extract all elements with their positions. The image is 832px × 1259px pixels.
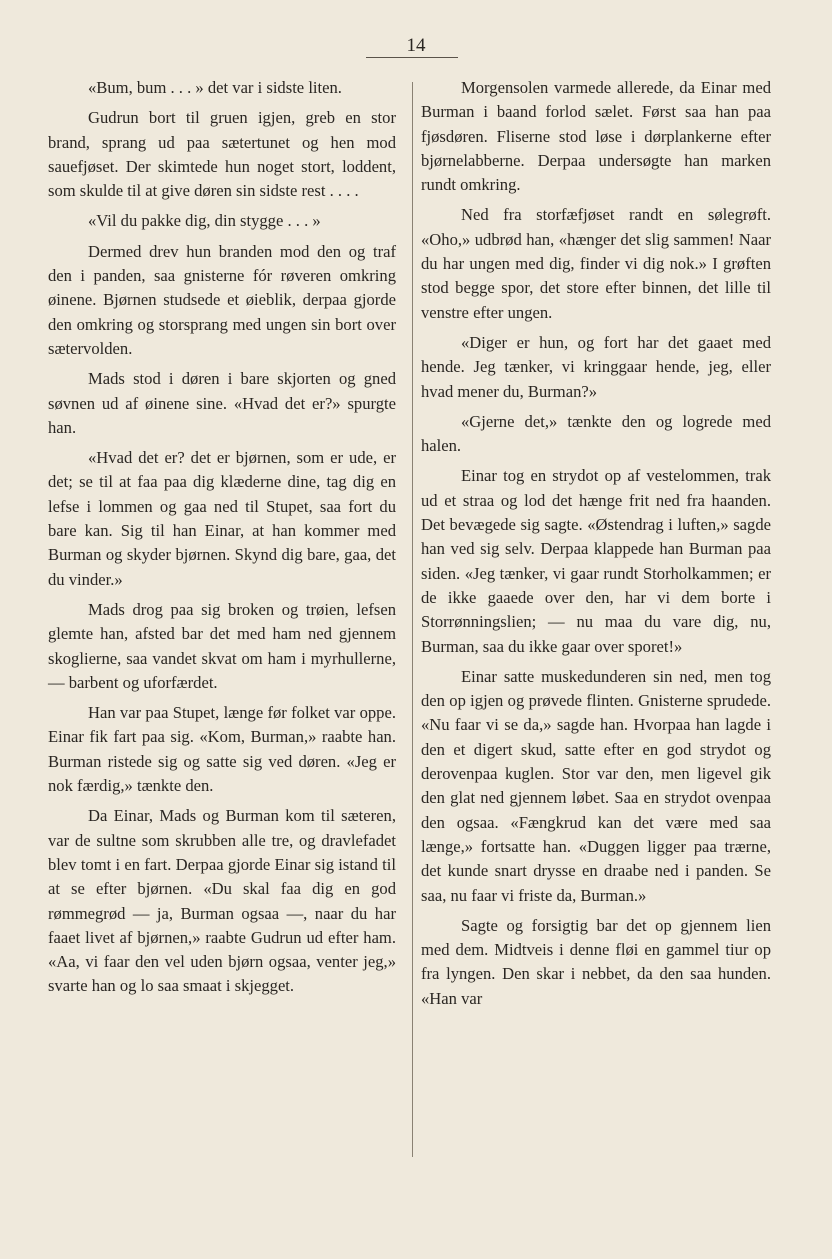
paragraph: Mads stod i døren i bare skjorten og gned søvnen ud af øinene sine. «Hvad det er?» spurgte han. [48,369,396,437]
paragraph: Morgensolen varmede allerede, da Einar med Burman i baand forlod sælet. Først saa han paa fjøsdøren. Fliserne stod løse i dørplankerne efter bjørnelabberne. Derpaa undersøgte han marken rundt omkring. [421,78,771,195]
header-rule [366,57,458,58]
paragraph: Gudrun bort til gruen igjen, greb en stor brand, sprang ud paa sætertunet og hen mod sauefjøset. Der skimtede hun noget stort, loddent, som skulde til at give døren sin sidste rest . . . . [48,108,396,201]
paragraph: Einar satte muskedunderen sin ned, men tog den op igjen og prøvede flinten. Gnisterne sprudede. «Nu faar vi se da,» sagde han. Hvorpaa han lagde i den et digert skud, satte efter en god strydot og derovenpaa kuglen. Stor var den, men ligevel gik den glat ned gjennem løbet. Saa en strydot ovenpaa den ogsaa. «Fængkrud kan det være med saa længe,» fortsatte han. «Duggen ligger paa trærne, det kunde snart drysse en draabe ned i panden. Se saa, nu faar vi friste da, Burman.» [421,666,771,905]
paragraph: Einar tog en strydot op af vestelommen, trak ud et straa og lod det hænge frit ned fra haanden. Det bevægede sig sagte. «Østendrag i luften,» sagde han ved sig selv. Derpaa klappede han Burman paa siden. «Jeg tænker, vi gaar rundt Storholkammen; er de ikke gaaede over den, har vi dem borte i Storrønningslien; — nu maa du vare dig, nu, Burman, saa du ikke gaar over sporet!» [421,466,771,656]
left-column [48,76,396,1005]
paragraph: «Bum, bum . . . » det var i sidste liten. [88,78,342,97]
column-divider [412,82,413,1157]
right-column [421,76,771,1017]
paragraph: «Hvad det er? det er bjørnen, som er ude, er det; se til at faa paa dig klæderne dine, tag dig en lefse i lommen og gaa ned til Stupet, saa fort du bare kan. Sig til han Einar, at han kommer med Burman og skyder bjørnen. Skynd dig bare, gaa, det du vinder.» [48,448,396,589]
paragraph: Mads drog paa sig broken og trøien, lefsen glemte han, afsted bar det med ham ned gjennem skoglierne, saa vandet skvat om ham i myrhullerne, — barbent og uforfærdet. [48,599,396,692]
paragraph: Ned fra storfæfjøset randt en sølegrøft. «Oho,» udbrød han, «hænger det slig sammen! Naar du har ungen med dig, finder vi dig nok.» I grøften stod begge spor, det store efter binnen, det lille til venstre efter ungen. [421,205,771,322]
paragraph: Da Einar, Mads og Burman kom til sæteren, var de sultne som skrubben alle tre, og dravlefadet blev tomt i en fart. Derpaa gjorde Einar sig istand til at se efter bjørnen. «Du skal faa dig en god rømmegrød — ja, Burman ogsaa —, naar du har faaet livet af bjørnen,» raabte Gudrun ud efter ham. «Aa, vi faar den vel uden bjørn ogsaa, venter jeg,» svarte han og lo saa smaat i skjegget. [48,806,396,996]
paragraph: «Vil du pakke dig, din stygge . . . » [88,211,321,231]
page-number: 14 [406,35,426,56]
paragraph: Dermed drev hun branden mod den og traf den i panden, saa gnisterne fór røveren omkring øinene. Bjørnen studsede et øieblik, derpaa gjorde den omkring og storsprang med ungen sin bort over sætervolden. [48,241,396,358]
paragraph: Sagte og forsigtig bar det op gjennem lien med dem. Midtveis i denne fløi en gammel tiur op fra lyngen. Den skar i nebbet, da den saa hunden. «Han var [421,915,771,1008]
paragraph: «Diger er hun, og fort har det gaaet med hende. Jeg tænker, vi kringgaar hende, jeg, eller hvad mener du, Burman?» [421,332,771,401]
paragraph: «Gjerne det,» tænkte den og logrede med halen. [421,411,771,456]
paragraph: Han var paa Stupet, længe før folket var oppe. Einar fik fart paa sig. «Kom, Burman,» raabte han. Burman ristede sig og satte sig ved døren. «Jeg er nok færdig,» tænkte den. [48,703,396,796]
